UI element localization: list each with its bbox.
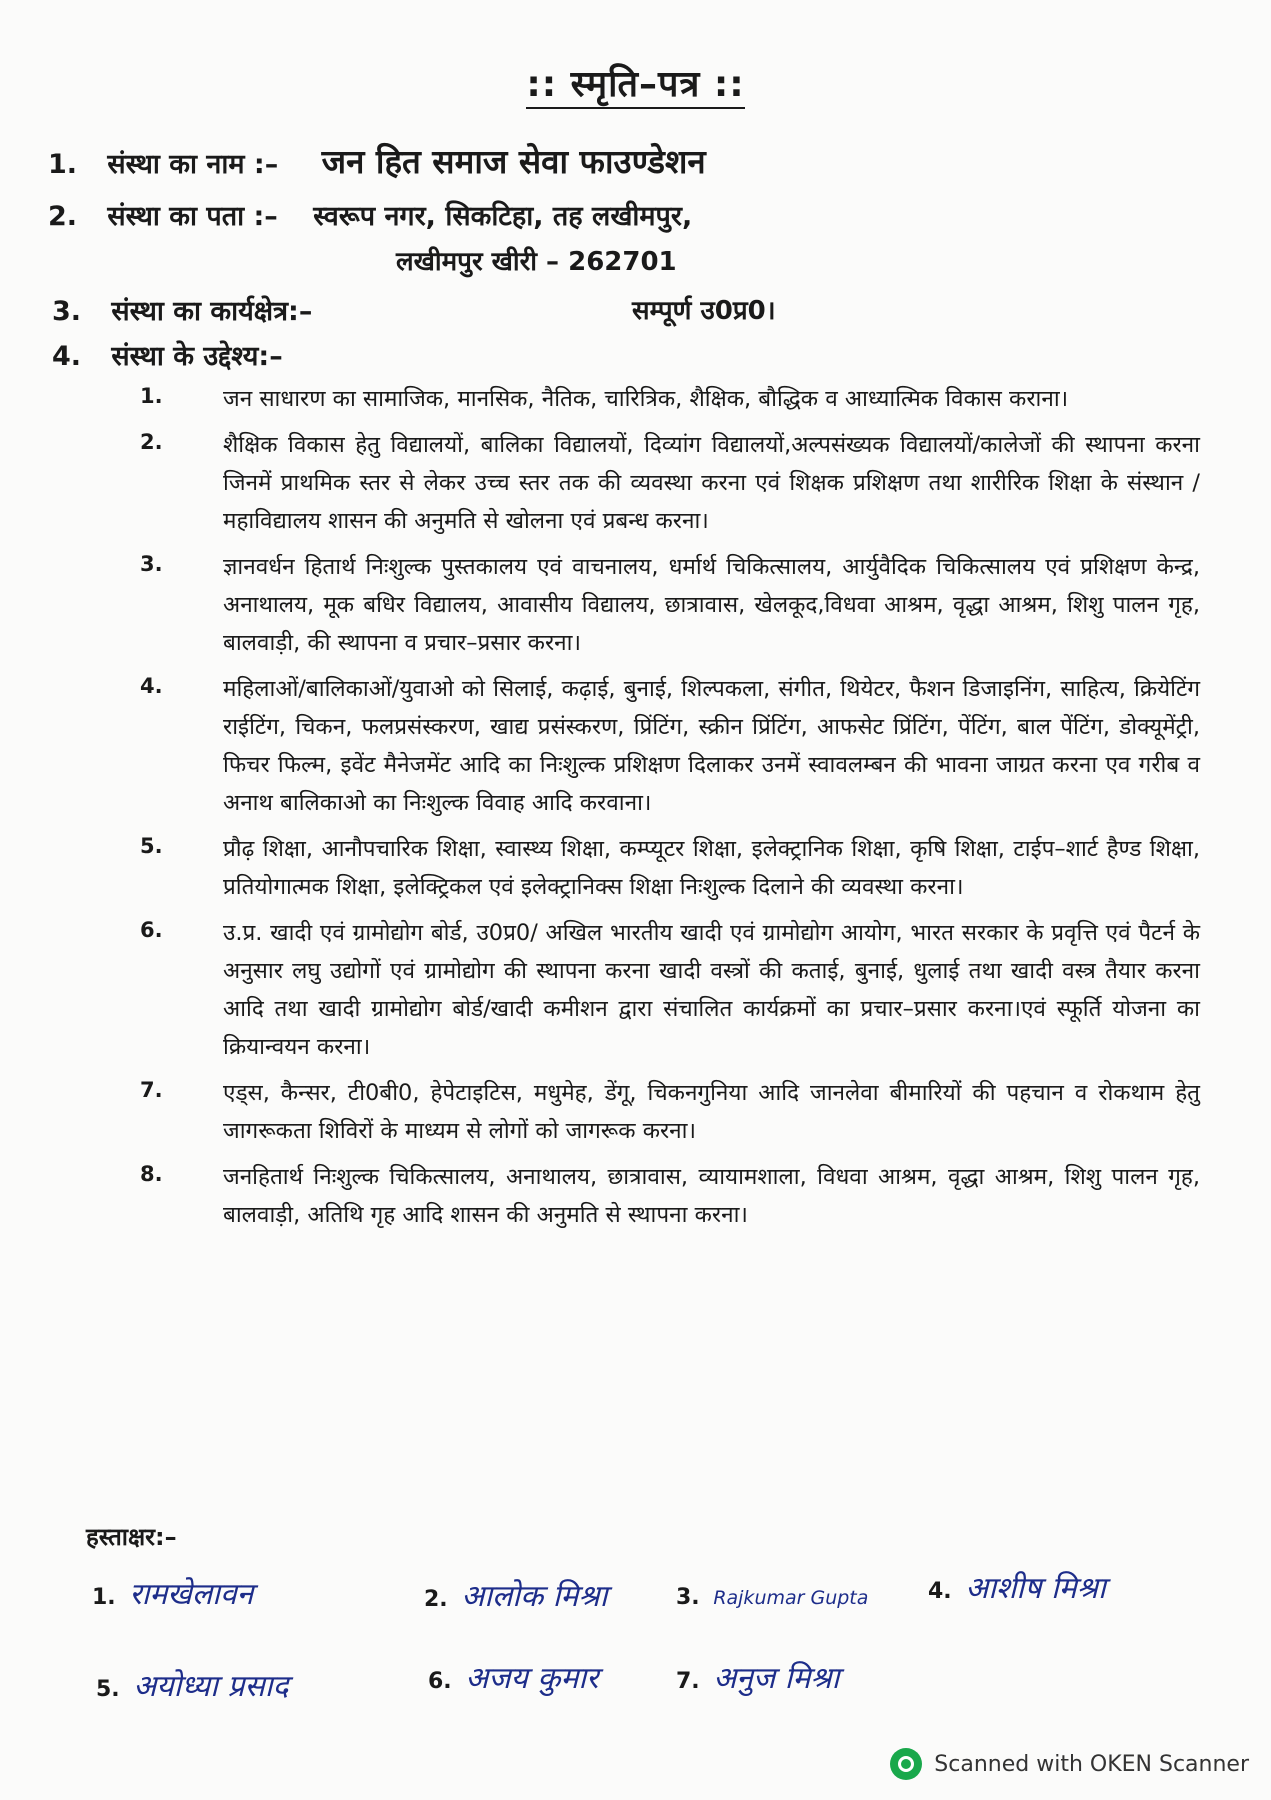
objective-text: ज्ञानवर्धन हितार्थ निःशुल्क पुस्तकालय एवं वाचनालय, धर्मार्थ चिकित्सालय, आर्युवैदिक चिकित्सालय एवं प्रशिक्षण केन्द्र, अनाथालय, मूक बधिर विद्यालय, आवासीय विद्यालय, छात्रावास, खेलकूद,विधवा आश्रम, वृद्धा आश्रम, शिशु पालन गृह, बालवाड़ी, की स्थापना व प्रचार–प्रसार करना। bbox=[223, 554, 1200, 656]
signature-7 bbox=[676, 1656, 839, 1697]
objective-number: 5. bbox=[140, 834, 163, 858]
signature-name: अनुज मिश्रा bbox=[713, 1661, 840, 1696]
signature-5 bbox=[96, 1664, 288, 1705]
address-line-2: लखीमपुर खीरी – 262701 bbox=[396, 247, 677, 277]
signature-name: आशीष मिश्रा bbox=[965, 1571, 1106, 1606]
objective-item bbox=[140, 914, 1200, 1066]
objective-number: 2. bbox=[140, 430, 163, 454]
signature-number: 3. bbox=[676, 1585, 700, 1610]
signature-number: 7. bbox=[676, 1669, 700, 1694]
signature-number: 5. bbox=[96, 1677, 120, 1702]
field-label: संस्था का कार्यक्षेत्र:– bbox=[111, 296, 313, 327]
signature-number: 1. bbox=[92, 1585, 116, 1610]
field-organization-address bbox=[48, 196, 692, 233]
work-area-value: सम्पूर्ण उ0प्र0। bbox=[632, 296, 776, 326]
objective-item bbox=[140, 1158, 1200, 1234]
field-label: संस्था के उद्देश्य:– bbox=[111, 341, 283, 372]
objective-text: महिलाओं/बालिकाओं/युवाओ को सिलाई, कढ़ाई, बुनाई, शिल्पकला, संगीत, थियेटर, फैशन डिजाइनिंग, साहित्य, क्रियेटिंग राईटिंग, चिकन, फलप्रसंस्करण, खाद्य प्रसंस्करण, प्रिंटिंग, स्क्रीन प्रिंटिंग, आफसेट प्रिंटिंग, पेंटिंग, बाल पेंटिंग, डोक्यूमेंट्री, फिचर फिल्म, इवेंट मैनेजमेंट आदि का निःशुल्क प्रशिक्षण दिलाकर उनमें स्वावलम्बन की भावना जाग्रत करना एव गरीब व अनाथ बालिकाओ का निःशुल्क विवाह आदि करवाना। bbox=[223, 676, 1200, 816]
objective-item bbox=[140, 1074, 1200, 1150]
field-label: संस्था का नाम :– bbox=[107, 149, 279, 180]
scanner-watermark bbox=[890, 1748, 1249, 1780]
field-work-area bbox=[52, 291, 312, 328]
objective-number: 6. bbox=[140, 918, 163, 942]
field-number: 3. bbox=[52, 296, 82, 327]
field-value: स्वरूप नगर, सिकटिहा, तह लखीमपुर, bbox=[313, 201, 693, 232]
objective-number: 4. bbox=[140, 674, 163, 698]
signature-4 bbox=[928, 1566, 1106, 1607]
document-title-text: :: स्मृति–पत्र :: bbox=[526, 64, 744, 109]
document-title bbox=[0, 58, 1271, 107]
objective-number: 1. bbox=[140, 384, 163, 408]
objective-item bbox=[140, 830, 1200, 906]
signature-6 bbox=[428, 1656, 598, 1697]
objective-text: प्रौढ़ शिक्षा, आनौपचारिक शिक्षा, स्वास्थ्य शिक्षा, कम्प्यूटर शिक्षा, इलेक्ट्रानिक शिक्षा, कृषि शिक्षा, टाईप–शार्ट हैण्ड शिक्षा, प्रतियोगात्मक शिक्षा, इलेक्ट्रिकल एवं इलेक्ट्रानिक्स शिक्षा निःशुल्क दिलाने की व्यवस्था करना। bbox=[223, 836, 1200, 900]
objective-text: जन साधारण का सामाजिक, मानसिक, नैतिक, चारित्रिक, शैक्षिक, बौद्धिक व आध्यात्मिक विकास कराना। bbox=[223, 386, 1069, 412]
signature-number: 4. bbox=[928, 1579, 952, 1604]
objective-item bbox=[140, 548, 1200, 662]
signature-2 bbox=[424, 1574, 607, 1615]
objective-number: 7. bbox=[140, 1078, 163, 1102]
objective-item bbox=[140, 426, 1200, 540]
field-number: 4. bbox=[52, 341, 82, 372]
objectives-list bbox=[140, 380, 1200, 1242]
signature-number: 6. bbox=[428, 1669, 452, 1694]
signature-1 bbox=[92, 1572, 253, 1613]
objective-text: शैक्षिक विकास हेतु विद्यालयों, बालिका विद्यालयों, दिव्यांग विद्यालयों,अल्पसंख्यक विद्यालयों/कालेजों की स्थापना करना जिनमें प्राथमिक स्तर से लेकर उच्च स्तर तक की व्यवस्था करना एवं शिक्षक प्रशिक्षण तथा शारीरिक शिक्षा के संस्थान /महाविद्यालय शासन की अनुमति से खोलना एवं प्रबन्ध करना। bbox=[223, 432, 1200, 534]
scanner-label: Scanned with OKEN Scanner bbox=[934, 1751, 1249, 1777]
objective-item bbox=[140, 380, 1200, 418]
scanner-logo-icon bbox=[890, 1748, 922, 1780]
objective-text: उ.प्र. खादी एवं ग्रामोद्योग बोर्ड, उ0प्र0/ अखिल भारतीय खादी एवं ग्रामोद्योग आयोग, भारत सरकार के प्रवृत्ति एवं पैटर्न के अनुसार लघु उद्योगों एवं ग्रामोद्योग की स्थापना करना खादी वस्त्रों की कताई, बुनाई, धुलाई तथा खादी वस्त्र तैयार करना आदि तथा खादी ग्रामोद्योग बोर्ड/खादी कमीशन द्वारा संचालित कार्यक्रमों का प्रचार–प्रसार करना।एवं स्फूर्ति योजना का क्रियान्वयन करना। bbox=[223, 920, 1200, 1060]
signature-3 bbox=[676, 1582, 868, 1610]
signature-name: रामखेलावन bbox=[129, 1577, 254, 1612]
objective-number: 8. bbox=[140, 1162, 163, 1186]
signature-number: 2. bbox=[424, 1587, 448, 1612]
signature-name: अयोध्या प्रसाद bbox=[133, 1669, 289, 1704]
signature-name: Rajkumar Gupta bbox=[713, 1587, 869, 1609]
signature-name: अजय कुमार bbox=[465, 1661, 599, 1696]
objective-item bbox=[140, 670, 1200, 822]
field-objectives-heading bbox=[52, 336, 283, 373]
objective-text: एड्स, कैन्सर, टी0बी0, हेपेटाइटिस, मधुमेह, डेंगू, चिकनगुनिया आदि जानलेवा बीमारियों की पहचान व रोकथाम हेतु जागरूकता शिविरों के माध्यम से लोगों को जागरूक करना। bbox=[223, 1080, 1200, 1144]
signature-name: आलोक मिश्रा bbox=[461, 1579, 608, 1614]
field-label: संस्था का पता :– bbox=[107, 201, 278, 232]
objective-text: जनहितार्थ निःशुल्क चिकित्सालय, अनाथालय, छात्रावास, व्यायामशाला, विधवा आश्रम, वृद्धा आश्रम, शिशु पालन गृह, बालवाड़ी, अतिथि गृह आदि शासन की अनुमति से स्थापना करना। bbox=[223, 1164, 1200, 1228]
field-value: जन हित समाज सेवा फाउण्डेशन bbox=[321, 142, 706, 181]
signatures-heading: हस्ताक्षर:– bbox=[86, 1523, 177, 1551]
field-number: 1. bbox=[48, 149, 78, 180]
objective-number: 3. bbox=[140, 552, 163, 576]
field-number: 2. bbox=[48, 201, 78, 232]
field-organization-name bbox=[48, 138, 706, 183]
